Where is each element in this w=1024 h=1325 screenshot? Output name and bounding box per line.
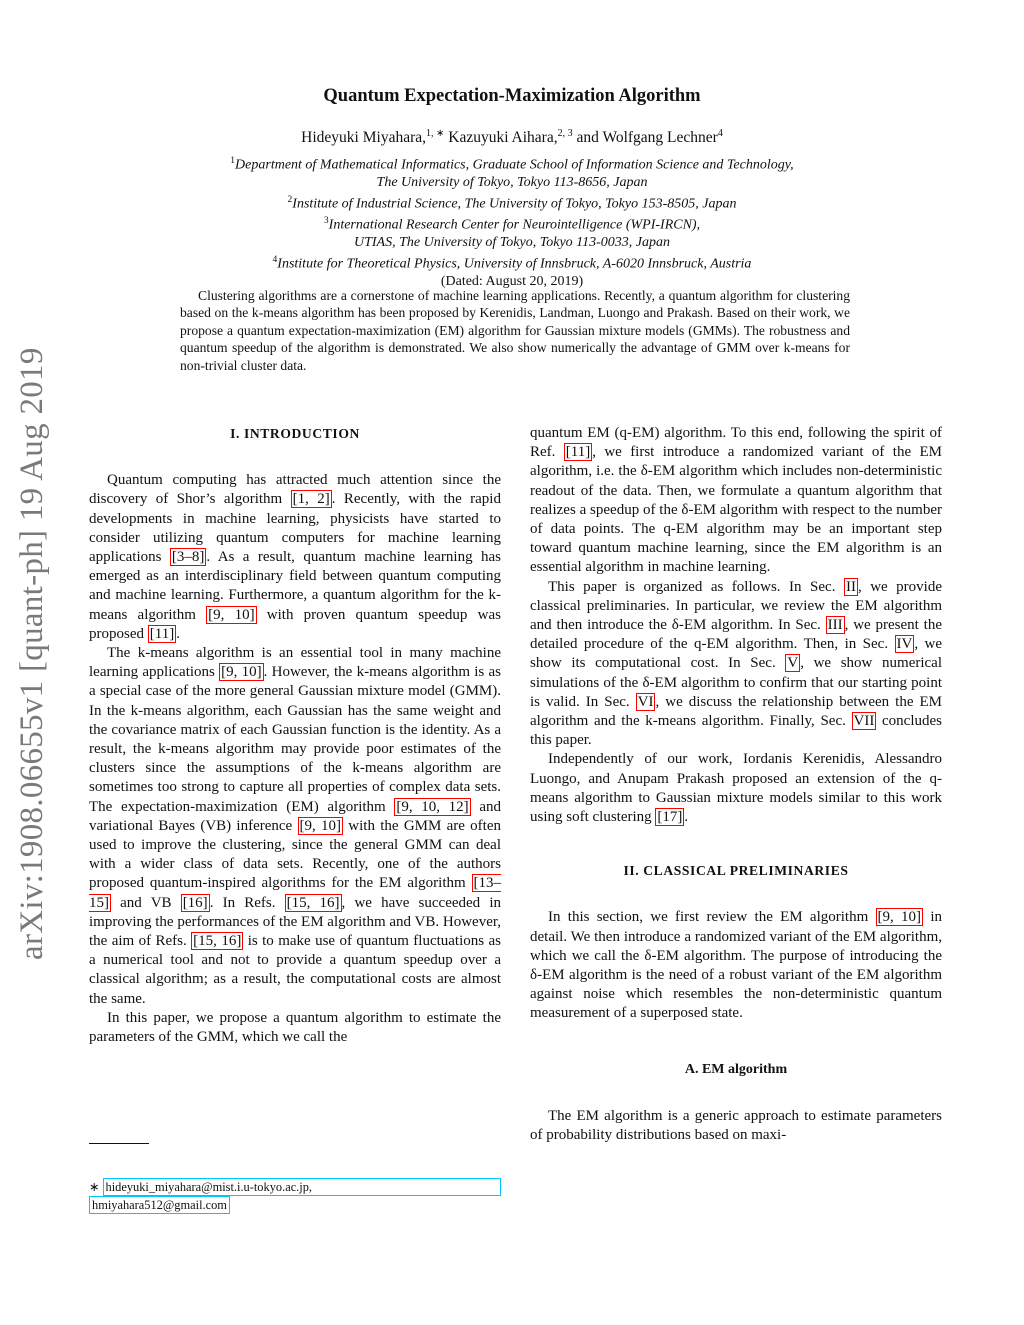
citation-link[interactable]: [9, 10]	[221, 664, 262, 681]
paragraph: This paper is organized as follows. In Sec. II , we provide classical preliminaries. In particular, we review the EM algorithm and then introduce the δ-EM algorithm. In Sec. III , we present the detailed procedure of the q-EM algorithm. Then, in Sec. IV , we show its computational cost. In Sec. V , we show numerical simulations of the δ-EM algorithm to confirm that our starting point is valid. In Sec. VI , we discuss the relationship between the EM algorithm and the k-means algorithm. Finally, Sec. VII concludes this paper.	[530, 578, 943, 749]
citation-link[interactable]: [1, 2]	[292, 491, 330, 508]
section-heading-introduction: I. INTRODUCTION	[230, 426, 360, 441]
section-heading-classical-preliminaries: II. CLASSICAL PRELIMINARIES	[623, 863, 849, 879]
dated-line: (Dated: August 20, 2019)	[440, 274, 584, 290]
citation-link[interactable]: [15, 16]	[286, 894, 340, 911]
author-name: and Wolfgang Lechner	[576, 129, 718, 147]
author-name: Kazuyuki Aihara,	[448, 129, 558, 147]
affiliation-line: UTIAS, The University of Tokyo, Tokyo 113-0033, Japan	[353, 235, 670, 251]
author-list	[0, 128, 1024, 147]
footnote-rule	[89, 1143, 149, 1144]
left-column	[89, 424, 501, 1047]
paragraph: The EM algorithm is a generic approach to estimate parameters of probability distributions based on maxi-	[530, 1107, 942, 1144]
abstract: Clustering algorithms are a cornerstone of machine learning applications. Recently, a quantum algorithm for clustering based on the k-means algorithm has been proposed by Kerenidis, Landman, Luongo and Prakash. Based on their work, we propose a quantum expectation-maximization (EM) algorithm for Gaussian mixture models (GMMs). The robustness and quantum speedup of the algorithm is demonstrated. We also show numerically the advantage of GMM over k-means for non-trivial cluster data.	[180, 288, 850, 373]
author-name: Hideyuki Miyahara,	[301, 129, 426, 147]
paragraph: In this paper, we propose a quantum algorithm to estimate the parameters of the GMM, which we call the	[89, 1009, 501, 1046]
affiliation-line: $^4$Institute for Theoretical Physics, University of Innsbruck, A-6020 Innsbruck, Austria	[272, 254, 752, 272]
citation-link[interactable]: [15, 16]	[193, 933, 242, 950]
citation-link[interactable]: [17]	[657, 809, 683, 826]
author-affil-sup[interactable]: 1, ∗	[426, 128, 445, 139]
affiliations	[0, 153, 1024, 291]
citation-link[interactable]: [13–15]	[89, 875, 501, 911]
citation-link[interactable]: [9, 10]	[877, 909, 922, 926]
email-link[interactable]: hideyuki_miyahara@mist.i.u-tokyo.ac.jp,	[103, 1178, 501, 1196]
author-affil-sup: 2, 3	[557, 128, 573, 139]
section-link[interactable]: VII	[853, 713, 875, 730]
footnote-marker: ∗	[89, 1180, 100, 1194]
right-column	[530, 424, 942, 1145]
arxiv-sidebar-stamp: arXiv:1908.06655v1 [quant-ph] 19 Aug 2019	[14, 347, 50, 960]
citation-link[interactable]: [16]	[182, 894, 208, 911]
author-affil-sup: 4	[717, 128, 723, 139]
paragraph: Independently of our work, Iordanis Kerenidis, Alessandro Luongo, and Anupam Prakash proposed an extension of the q-means algorithm to Gaussian mixture models similar to this work using soft clustering [17] .	[530, 751, 942, 826]
citation-link[interactable]: [11]	[149, 625, 175, 642]
section-link[interactable]: V	[787, 655, 799, 672]
citation-link[interactable]: [9, 10]	[208, 606, 255, 623]
subsection-heading-em-algorithm: A. EM algorithm	[684, 1061, 788, 1077]
citation-link[interactable]: [3–8]	[171, 549, 205, 566]
affiliation-line: The University of Tokyo, Tokyo 113-8656, Japan	[376, 175, 648, 191]
affiliation-line: $^3$International Research Center for Neurointelligence (WPI-IRCN),	[323, 216, 701, 233]
email-link[interactable]: hmiyahara512@gmail.com	[89, 1196, 230, 1214]
paper-title: Quantum Expectation-Maximization Algorithm	[323, 86, 701, 106]
section-link[interactable]: III	[827, 617, 843, 634]
section-link[interactable]: VI	[637, 693, 654, 710]
citation-link[interactable]: [11]	[565, 444, 591, 461]
affiliation-line: $^1$Department of Mathematical Informatics, Graduate School of Information Science and Technology,	[230, 156, 794, 173]
paragraph: Quantum computing has attracted much attention since the discovery of Shor’s algorithm [1, 2] . Recently, with the rapid developments in machine learning, physicists have started to consider utilizing quantum computers for machine learning applications [3–8] . As a result, quantum machine learning has emerged as an interdisciplinary field between quantum computing and machine learning. Furthermore, a quantum algorithm for the k-means algorithm [9, 10] with proven quantum speedup was proposed [11] .	[89, 472, 501, 642]
citation-link[interactable]: [9, 10, 12]	[396, 798, 469, 815]
affiliation-line: $^2$Institute of Industrial Science, The University of Tokyo, Tokyo 153-8505, Japan	[287, 194, 737, 212]
section-link[interactable]: II	[845, 578, 856, 595]
footnote	[89, 1178, 501, 1214]
citation-link[interactable]: [9, 10]	[299, 817, 342, 834]
paragraph: The k-means algorithm is an essential tool in many machine learning applications [9, 10] . However, the k-means algorithm is as a special case of the more general Gaussian mixture model (GMM). In the k-means algorithm, each Gaussian has the same weight and the covariance matrix of each Gaussian function is the identity. As a result, the k-means algorithm may provide poor estimates of the clusters since the assumptions of the k-means algorithm are sometimes too strong to capture all properties of complex data sets. The expectation-maximization (EM) algorithm [9, 10, 12] and variational Bayes (VB) inference [9, 10] with the GMM are often used to improve the clustering, since the general GMM can deal with a wider class of data sets. Recently, one of the authors proposed quantum-inspired algorithms for the EM algorithm [13–15] and VB [16] . In Refs. [15, 16] , we have succeeded in improving the performances of the EM algorithm and VB. However, the aim of Refs. [15, 16] is to make use of quantum fluctuations as a numerical tool and not to provide a quantum speedup over a classical algorithm; as a result, the computational costs are almost the same.	[89, 645, 502, 1007]
paragraph: In this section, we first review the EM algorithm [9, 10] in detail. We then introduce a randomized variant of the EM algorithm, which we call the δ-EM algorithm. The purpose of introducing the δ-EM algorithm is the need of a robust variant of the EM algorithm against noise which resembles the non-deterministic quantum measurement of a superposed state.	[530, 909, 942, 1022]
section-link[interactable]: IV	[896, 636, 913, 653]
paragraph: quantum EM (q-EM) algorithm. To this end, following the spirit of Ref. [11] , we first introduce a randomized variant of the EM algorithm, i.e. the δ-EM algorithm which includes non-deterministic readout of the data. Then, we formulate a quantum algorithm that realizes a speedup of the δ-EM algorithm with respect to the number of data points. The q-EM algorithm may be an important step toward quantum machine learning, since the EM algorithm is an essential algorithm in machine learning.	[530, 425, 942, 576]
